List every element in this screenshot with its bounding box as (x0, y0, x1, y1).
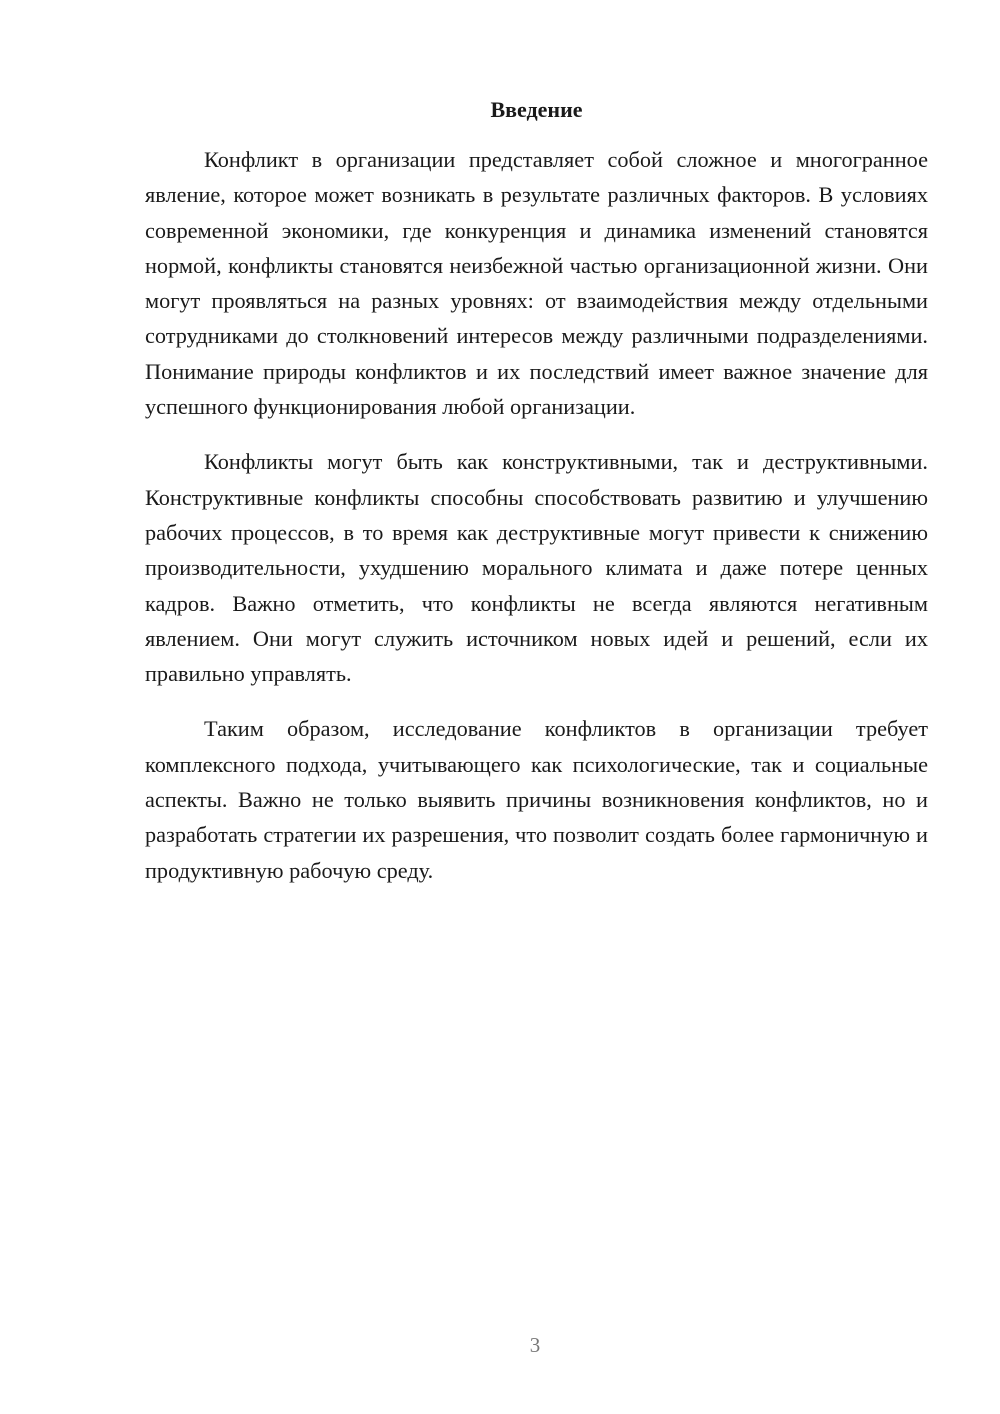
paragraph-1: Конфликт в организации представляет собой сложное и многогранное явление, которое может возникать в результате различных факторов. В условиях современной экономики, где конкуренция и динамика изменений становятся нормой, конфликты становятся неизбежной частью организационной жизни. Они могут проявляться на разных уровнях: от взаимодействия между отдельными сотрудниками до столкновений интересов между различными подразделениями. Понимание природы конфликтов и их последствий имеет важное значение для успешного функционирования любой организации. (145, 147, 928, 420)
paragraph-3: Таким образом, исследование конфликтов в организации требует комплексного подхода, учитывающего как психологические, так и социальные аспекты. Важно не только выявить причины возникновения конфликтов, но и разработать стратегии их разрешения, что позволит создать более гармоничную и продуктивную рабочую среду. (145, 716, 928, 883)
page-number: 3 (529, 1333, 541, 1357)
paragraph-2: Конфликты могут быть как конструктивными, так и деструктивными. Конструктивные конфликты способны способствовать развитию и улучшению рабочих процессов, в то время как деструктивные могут привести к снижению производительности, ухудшению морального климата и даже потере ценных кадров. Важно отметить, что конфликты не всегда являются негативным явлением. Они могут служить источником новых идей и решений, если их правильно управлять. (145, 449, 928, 687)
page-content (145, 94, 928, 908)
section-heading: Введение (490, 97, 583, 122)
